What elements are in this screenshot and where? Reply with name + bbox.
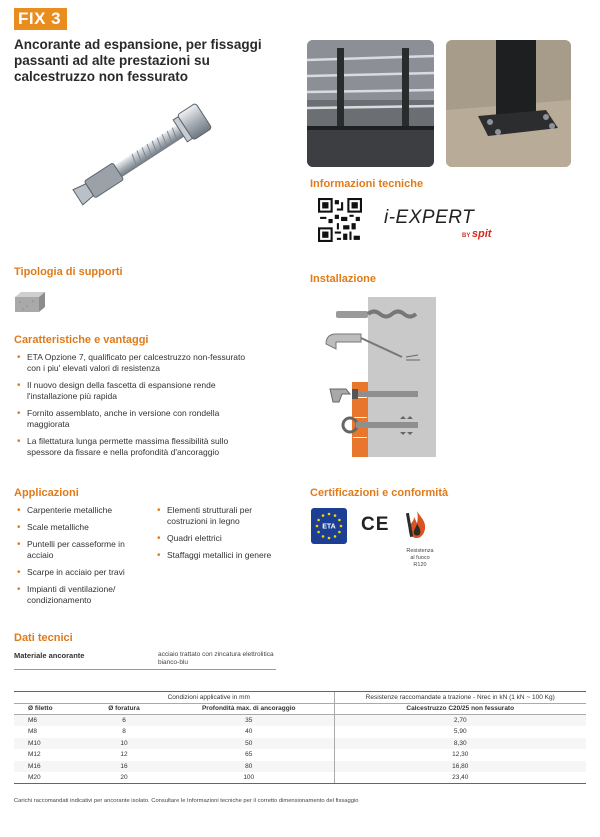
concrete-block-icon: [15, 292, 45, 312]
material-row: [14, 650, 276, 670]
application-item: • Puntelli per casseforme in acciaio: [16, 539, 146, 561]
table-cell: M8: [28, 728, 38, 736]
eta-logo: [311, 508, 347, 544]
table-cell: 35: [164, 715, 334, 727]
fire-resistance-icon: [406, 511, 428, 539]
eta-logo-label: ETA: [322, 523, 336, 531]
table-header-cell: Ø filetto: [14, 703, 84, 715]
product-code-badge: FIX 3: [14, 8, 67, 30]
feature-item: • ETA Opzione 7, qualificato per calcestruzzo non-fessurato con i piu' elevati valori di resistenza: [16, 352, 256, 374]
table-row: [14, 749, 586, 761]
table-cell: 100: [164, 772, 334, 784]
ce-mark: CE: [361, 514, 390, 535]
table-cell: 5,90: [334, 726, 586, 738]
fire-resistance-label: [398, 548, 442, 569]
certs-title: Certificazioni e conformità: [310, 487, 449, 499]
table-cell: M20: [14, 772, 84, 784]
table-cell: 16,80: [334, 761, 586, 773]
table-cell: M6: [14, 715, 84, 727]
table-header-row: [14, 703, 586, 715]
spit-logo: spit: [471, 228, 492, 240]
table-group-empty: [14, 692, 84, 704]
table-cell: 8: [122, 728, 126, 736]
table-row: [14, 761, 586, 773]
table-header-cell: Calcestruzzo C20/25 non fessurato: [334, 703, 586, 715]
anchor-bolt-image: [40, 92, 240, 222]
qr-code-icon[interactable]: [318, 198, 362, 242]
table-footnote: Carichi raccomandati indicativi per ancorante isolato. Consultare le Informazioni tecniche per il corretto dimensionamento del fissaggio: [14, 798, 359, 804]
product-title: Ancorante ad espansione, per fissaggi passanti ad alte prestazioni su calcestruzzo non fessurato: [14, 37, 262, 84]
table-cell: M10: [14, 738, 84, 750]
table-cell: 40: [245, 728, 253, 736]
table-cell: 12,30: [334, 749, 586, 761]
supports-title: Tipologia di supporti: [14, 266, 123, 278]
fire-label-line: al fuoco: [410, 555, 430, 561]
column-base-photo: [446, 40, 571, 167]
install-title: Installazione: [310, 273, 377, 285]
feature-item: • Fornito assemblato, anche in versione con rondella maggiorata: [16, 408, 256, 430]
table-cell: 8,30: [334, 738, 586, 750]
application-item: • Scale metalliche: [16, 522, 146, 533]
table-group-header: [14, 692, 586, 704]
railing-photo: [307, 40, 434, 167]
table-cell: 6: [84, 715, 164, 727]
features-list: [16, 352, 256, 464]
table-row: [14, 715, 586, 727]
table-row: [14, 738, 586, 750]
table-cell: 23,40: [334, 772, 586, 784]
feature-item: • La filettatura lunga permette massima flessibilità sullo spessore da fissare e nella profondità d'ancoraggio: [16, 436, 256, 458]
table-row: [14, 772, 586, 784]
table-cell: 80: [164, 761, 334, 773]
applications-title: Applicazioni: [14, 487, 79, 499]
table-header-cell: Profondità max. di ancoraggio: [164, 703, 334, 715]
table-row: [14, 726, 586, 738]
application-item: • Impianti di ventilazione/ condizionamento: [16, 584, 146, 606]
table-cell: M16: [14, 761, 84, 773]
table-group-resistances: Resistenze raccomandate a trazione - Nrec in kN (1 kN ~ 100 Kg): [334, 692, 586, 704]
table-cell: 50: [164, 738, 334, 750]
applications-list-right: [156, 505, 276, 567]
installation-diagram: [318, 297, 436, 457]
application-item: • Staffaggi metallici in genere: [156, 550, 276, 561]
feature-item: • Il nuovo design della fascetta di espansione rende l'installazione più rapida: [16, 380, 256, 402]
table-cell: 16: [84, 761, 164, 773]
tech-data-table: [14, 691, 586, 784]
table-header-cell: Ø foratura: [84, 703, 164, 715]
fire-label-line: R120: [413, 562, 427, 568]
material-label: Materiale ancorante: [14, 651, 85, 660]
table-cell: 2,70: [334, 715, 586, 727]
table-cell: 65: [245, 751, 253, 759]
tech-data-title: Dati tecnici: [14, 632, 73, 644]
info-title: Informazioni tecniche: [310, 178, 424, 190]
application-item: • Carpenterie metalliche: [16, 505, 146, 516]
application-item: • Elementi strutturali per costruzioni in legno: [156, 505, 276, 527]
table-cell: 20: [84, 772, 164, 784]
application-item: • Scarpe in acciaio per travi: [16, 567, 146, 578]
iexpert-wordmark: i-EXPERT: [384, 207, 475, 228]
fire-label-line: Resistenza: [406, 548, 434, 554]
iexpert-by-label: BY: [462, 233, 471, 239]
table-cell: 12: [120, 751, 128, 759]
material-value: acciaio trattato con zincatura elettrolitica bianco-blu: [158, 651, 274, 666]
application-item: • Quadri elettrici: [156, 533, 276, 544]
applications-list-left: [16, 505, 146, 612]
features-title: Caratteristiche e vantaggi: [14, 334, 149, 346]
table-cell: M12: [28, 751, 41, 759]
table-group-conditions: Condizioni applicative in mm: [84, 692, 334, 704]
iexpert-logo: [384, 207, 494, 243]
table-cell: 10: [84, 738, 164, 750]
